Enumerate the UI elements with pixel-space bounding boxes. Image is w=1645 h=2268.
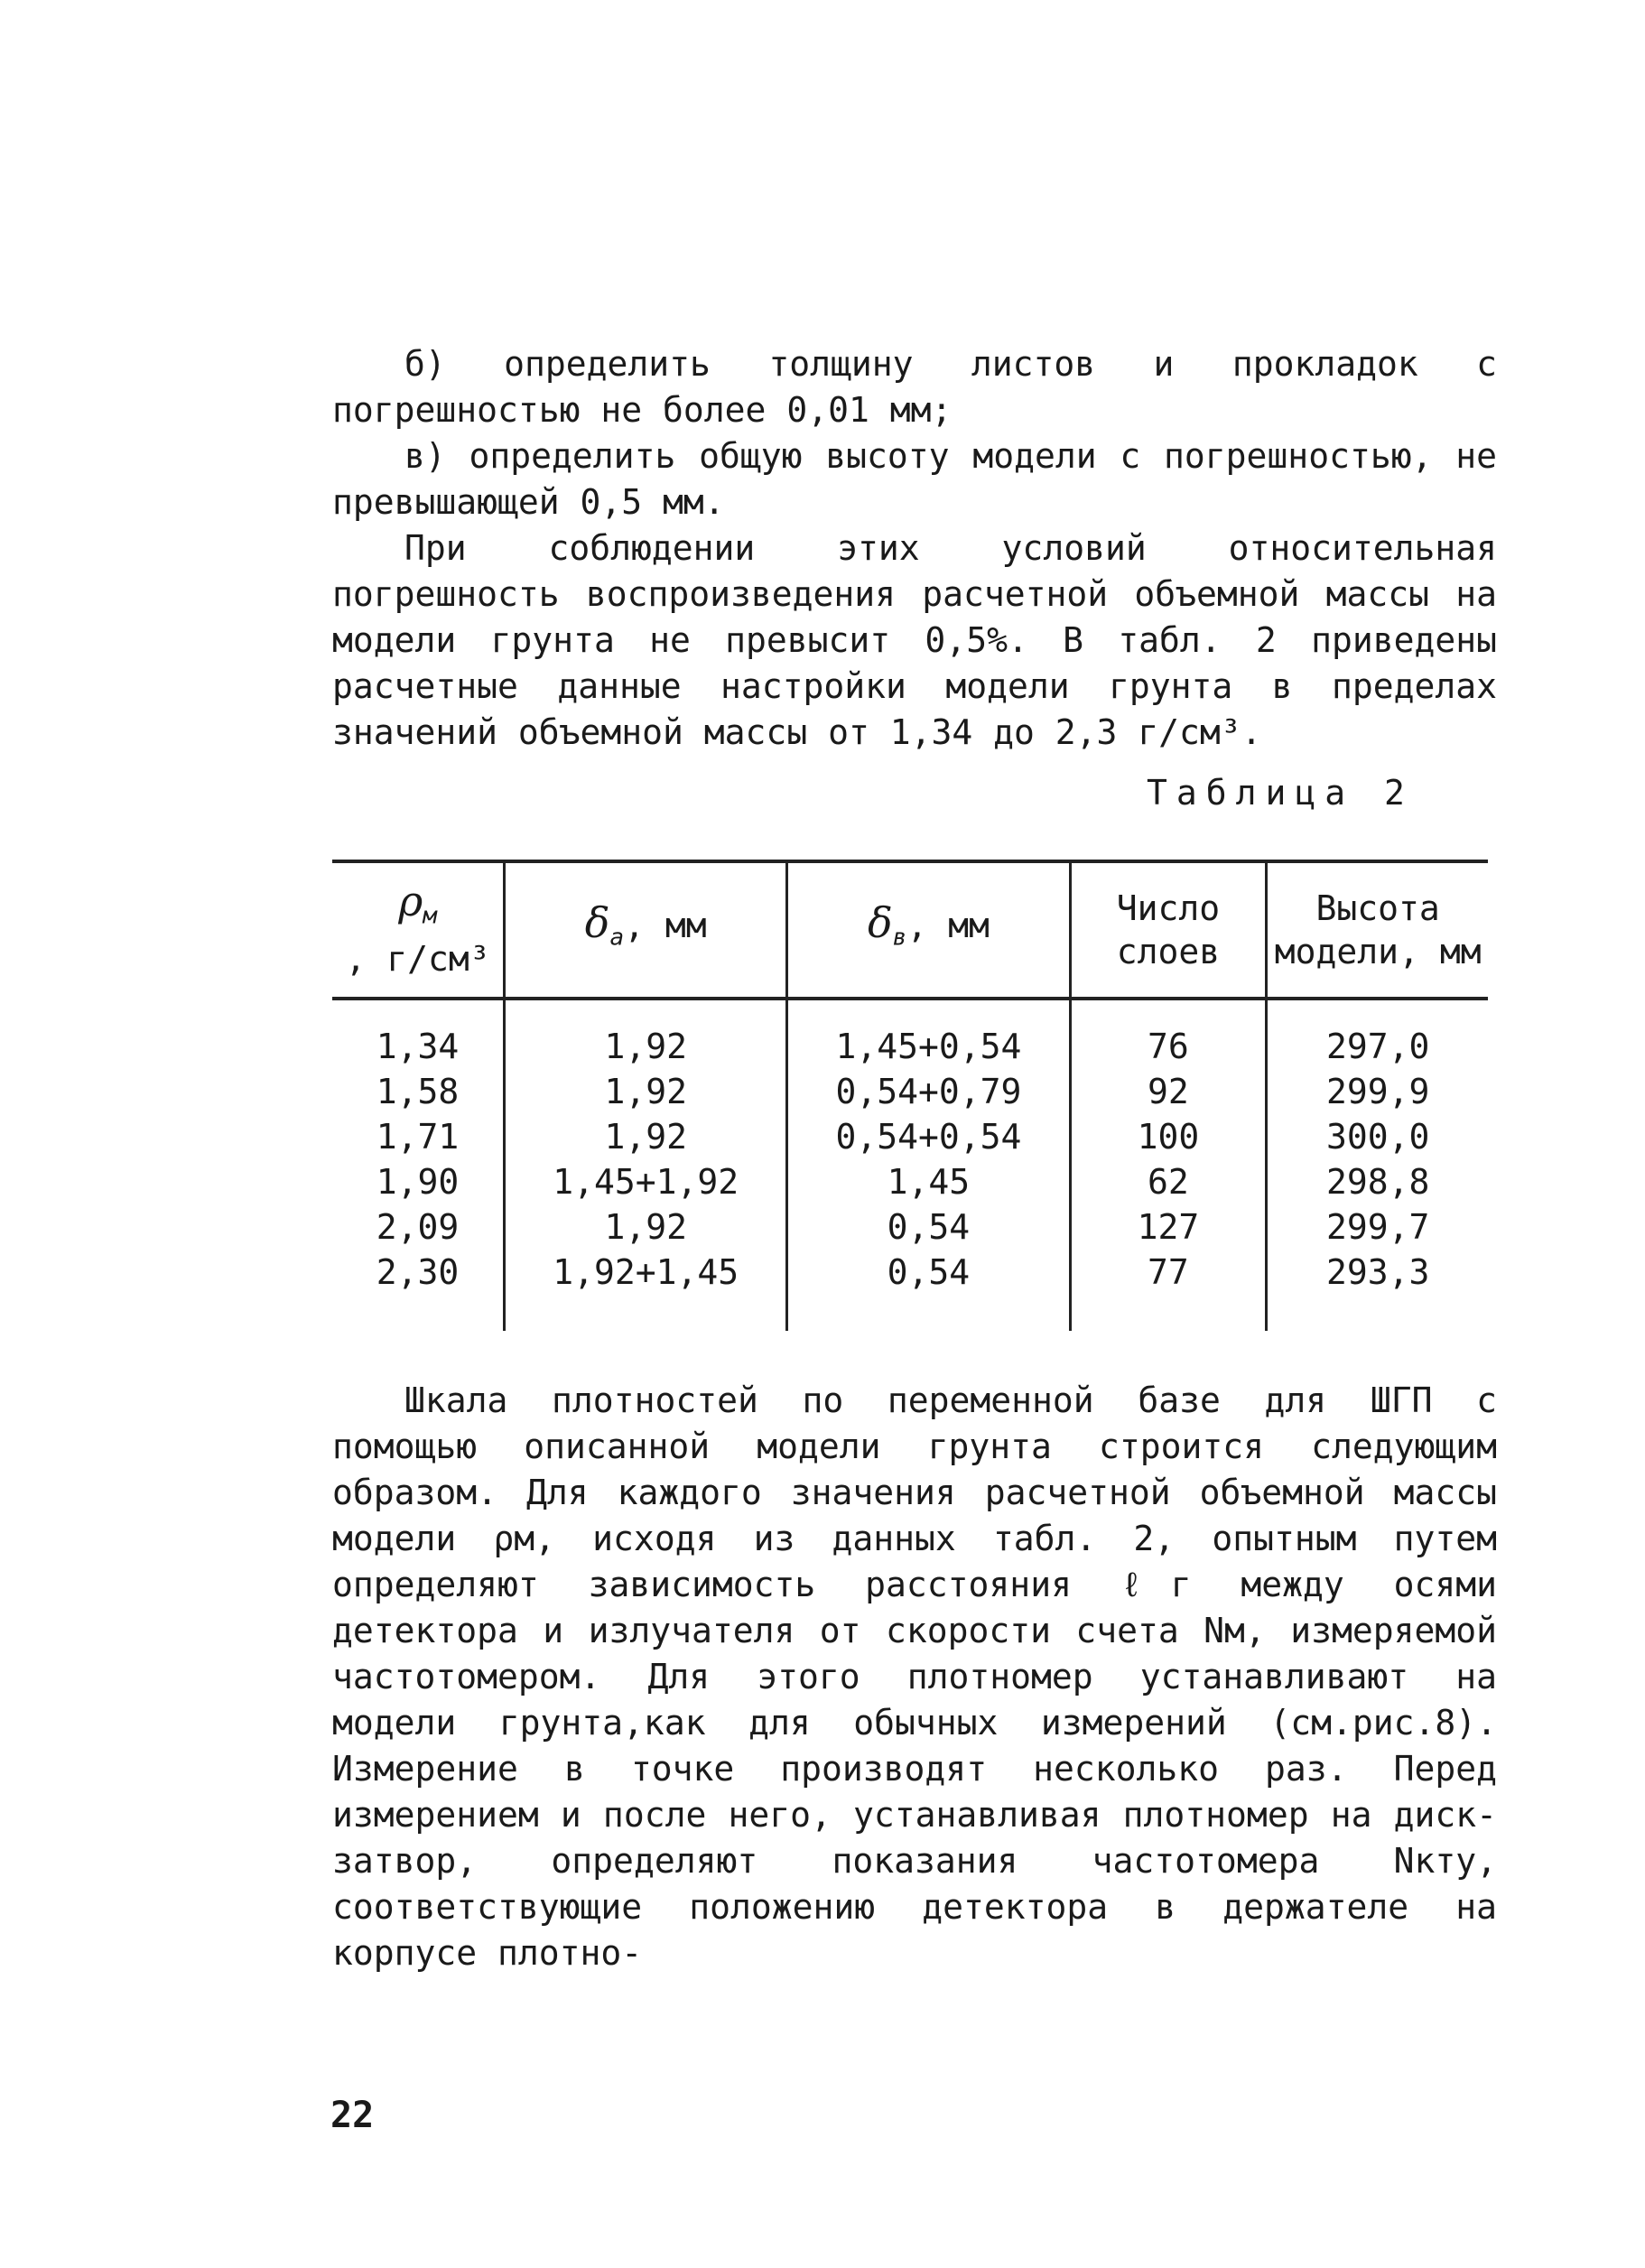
cell-delta-a: 1,92+1,45 [505, 1250, 787, 1295]
delta-a-unit: , мм [624, 905, 707, 945]
cell-height: 297,0 [1267, 999, 1488, 1069]
cell-layers: 100 [1070, 1114, 1267, 1159]
rho-symbol: ρ [398, 876, 423, 925]
cell-delta-v: 0,54 [787, 1204, 1070, 1250]
delta-v-symbol: δ [867, 897, 893, 947]
cell-delta-a: 1,92 [505, 1114, 787, 1159]
cell-delta-v: 1,45 [787, 1159, 1070, 1204]
table-row [332, 1159, 1488, 1204]
cell-layers: 77 [1070, 1250, 1267, 1295]
page-number: 22 [330, 2095, 375, 2136]
cell-delta-a: 1,45+1,92 [505, 1159, 787, 1204]
spacer-cell [1267, 1295, 1488, 1331]
table-row [332, 1204, 1488, 1250]
header-height: Высота модели, мм [1267, 861, 1488, 999]
cell-delta-a: 1,92 [505, 999, 787, 1069]
table-spacer-row [332, 1295, 1488, 1331]
header-layers: Число слоев [1070, 861, 1267, 999]
table-row [332, 999, 1488, 1069]
table-row [332, 1114, 1488, 1159]
cell-layers: 127 [1070, 1204, 1267, 1250]
cell-delta-a: 1,92 [505, 1204, 787, 1250]
rho-subscript: м [423, 902, 437, 930]
cell-density: 1,34 [376, 1027, 460, 1066]
cell-layers: 76 [1070, 999, 1267, 1069]
cell-layers: 92 [1070, 1069, 1267, 1114]
cell-density: 2,30 [376, 1252, 460, 1292]
cell-delta-v: 0,54 [787, 1250, 1070, 1295]
delta-v-subscript: в [892, 924, 907, 952]
cell-delta-a: 1,92 [505, 1069, 787, 1114]
delta-a-symbol: δ [584, 897, 610, 947]
cell-layers: 62 [1070, 1159, 1267, 1204]
cell-height: 299,9 [1267, 1069, 1488, 1114]
paragraph-scale: Шкала плотностей по переменной базе для ШГП с помощью описанной модели грунта строится следующим образом. Для каждого значения расчетной объемной массы модели ρм, исходя из данных табл. 2, опытным путем определяют зависимость расстояния ℓг между осями детектора и излучателя от скорости счета Nм, измеряемой частотомером. Для этого плотномер устанавливают на модели грунта,как для обычных измерений (см.рис.8). Измерение в точке производят несколько раз. Перед измерением и после него, устанавливая плотномер на диск-затвор, определяют показания частотомера Nкту, соответствующие положению детектора в держателе на корпусе плотно- [332, 1380, 1497, 1973]
density-unit: , г/см³ [345, 939, 490, 980]
cell-delta-v: 0,54+0,54 [787, 1114, 1070, 1159]
delta-a-subscript: a [609, 924, 625, 952]
spacer-cell [1070, 1295, 1267, 1331]
cell-height: 299,7 [1267, 1204, 1488, 1250]
header-density [332, 861, 505, 999]
header-delta-a [505, 861, 787, 999]
table-row [332, 1250, 1488, 1295]
cell-density: 1,71 [376, 1117, 460, 1157]
paragraph-b: б) определить толщину листов и прокладок с погрешностью не более 0,01 мм; [332, 344, 1497, 430]
cell-height: 293,3 [1267, 1250, 1488, 1295]
spacer-cell [787, 1295, 1070, 1331]
paragraph-conditions: При соблюдении этих условий относительная погрешность воспроизведения расчетной объемной массы на модели грунта не превысит 0,5%. В табл. 2 приведены расчетные данные настройки модели грунта в пределах значений объемной массы от 1,34 до 2,3 г/см³. [332, 528, 1497, 752]
cell-density: 1,90 [376, 1162, 460, 1202]
spacer-cell [332, 1295, 505, 1331]
cell-delta-v: 1,45+0,54 [787, 999, 1070, 1069]
spacer-cell [505, 1295, 787, 1331]
paragraph-v: в) определить общую высоту модели с погрешностью, не превышающей 0,5 мм. [332, 436, 1497, 522]
cell-density: 2,09 [376, 1207, 460, 1247]
cell-height: 300,0 [1267, 1114, 1488, 1159]
table-row [332, 1069, 1488, 1114]
delta-v-unit: , мм [906, 905, 990, 945]
bottom-text-block [332, 1378, 1497, 1976]
cell-height: 298,8 [1267, 1159, 1488, 1204]
cell-delta-v: 0,54+0,79 [787, 1069, 1070, 1114]
table-header-row [332, 861, 1488, 999]
header-delta-v [787, 861, 1070, 999]
table-caption: Таблица 2 [1147, 773, 1414, 813]
cell-density: 1,58 [376, 1072, 460, 1111]
data-table [332, 860, 1488, 1331]
top-text-block [332, 341, 1497, 756]
